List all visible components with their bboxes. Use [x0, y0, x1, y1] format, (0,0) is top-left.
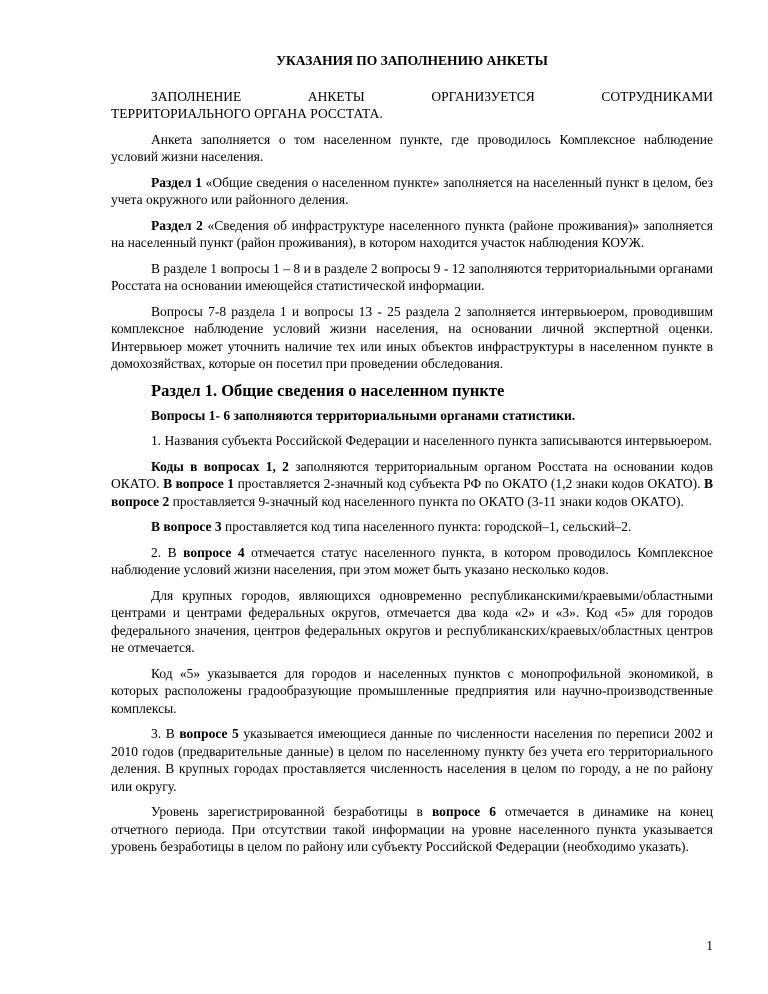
section2-desc-text: «Сведения об инфраструктуре населенного пункта (районе проживания)» заполняется на населенный пункт (район проживания), в котором находится участок наблюдения КОУЖ. — [111, 217, 713, 250]
codes-text-2: проставляется 2-значный код субъекта РФ по ОКАТО (1,2 знаки кодов ОКАТО). — [234, 476, 704, 491]
question-4-text: отмечается статус населенного пункта, в котором проводилось Комплексное наблюдение условий жизни населения, при этом может быть указано несколько кодов. — [111, 544, 713, 577]
document-title: УКАЗАНИЯ ПО ЗАПОЛНЕНИЮ АНКЕТЫ — [276, 53, 548, 68]
paragraph-codes — [111, 458, 713, 511]
page-number: 1 — [706, 938, 713, 953]
paragraph-question-3 — [111, 518, 713, 536]
codes-text-3: проставляется 9-значный код населенного пункта по ОКАТО (3-11 знаки кодов ОКАТО). — [169, 493, 684, 509]
paragraph-organization-line1: ЗАПОЛНЕНИЕ АНКЕТЫ ОРГАНИЗУЕТСЯ СОТРУДНИКАМИ — [151, 88, 713, 104]
section1-heading: Раздел 1. Общие сведения о населенном пункте — [151, 380, 505, 400]
question-6-prefix: Уровень зарегистрированной безработицы в — [151, 804, 432, 819]
paragraph-question-6 — [111, 803, 713, 856]
paragraph-organization-line2: ТЕРРИТОРИАЛЬНОГО ОРГАНА РОССТАТА. — [111, 106, 383, 121]
paragraph-question-5 — [111, 725, 713, 795]
question-6-label: вопросе 6 — [431, 804, 496, 819]
paragraph-section2-desc — [111, 217, 713, 252]
question-4-label: вопросе 4 — [183, 544, 245, 560]
section2-label: Раздел 2 — [151, 217, 203, 233]
document-page — [111, 52, 713, 864]
paragraph-questions-1-6 — [111, 407, 713, 425]
paragraph-questions-interviewer: Вопросы 7-8 раздела 1 и вопросы 13 - 25 раздела 2 заполняется интервьюером, проводившим комплексное наблюдение условий жизни населения, на основании личной экспертной оценки. Интервьюер может уточнить наличие тех или иных объектов инфраструктуры в населенном пункте в домохозяйствах, которые он посетил при проведении обследования. — [111, 303, 713, 371]
codes-text-1: заполняются территориальным органом Росстата на основании кодов ОКАТО. — [111, 458, 713, 491]
paragraph-names: 1. Названия субъекта Российской Федерации и населенного пункта записываются интервьюером. — [151, 433, 713, 448]
question-2-label: В вопросе 2 — [111, 476, 714, 509]
section1-label: Раздел 1 — [151, 174, 202, 190]
questions-1-6-text: Вопросы 1- 6 заполняются территориальными органами статистики. — [151, 407, 576, 423]
paragraph-section1-desc — [111, 174, 713, 209]
paragraph-code-5: Код «5» указывается для городов и населенных пунктов с монопрофильной экономикой, в которых расположены градообразующие промышленные предприятия или научно-производственные комплексы. — [111, 665, 713, 716]
paragraph-anketa: Анкета заполняется о том населенном пункте, где проводилось Комплексное наблюдение условий жизни населения. — [111, 131, 713, 164]
question-5-label: вопросе 5 — [179, 726, 239, 741]
question-3-text: проставляется код типа населенного пункта: городской–1, сельский–2. — [221, 519, 632, 534]
paragraph-question-4 — [111, 544, 713, 579]
paragraph-large-cities: Для крупных городов, являющихся одновременно республиканскими/краевыми/областными центрами и центрами федеральных округов, отмечается два кода «2» и «3». Код «5» для городов федерального значения, центров федеральных округов и республиканских/краевых/областных центров не отмечается. — [111, 587, 713, 655]
question-5-text: указывается имеющиеся данные по численности населения по переписи 2002 и 2010 годов (предварительные данные) в целом по населенному пункту без учета его территориального деления. В крупных городах проставляется численность населения в целом по городу, а не по району или округу. — [111, 726, 713, 794]
question-3-label: В вопросе 3 — [151, 519, 222, 534]
paragraph-questions-rosstat: В разделе 1 вопросы 1 – 8 и в разделе 2 вопросы 9 - 12 заполняются территориальными органами Росстата на основании имеющейся статистической информации. — [111, 260, 713, 293]
question-5-prefix: 3. В — [151, 726, 180, 741]
question-1-label: В вопросе 1 — [163, 476, 235, 491]
section1-desc-text: «Общие сведения о населенном пункте» заполняется на населенный пункт в целом, без учета окружного или районного деления. — [111, 174, 713, 207]
question-4-prefix: 2. В — [151, 544, 184, 560]
question-6-text: отмечается в динамике на конец отчетного периода. При отсутствии такой информации на уровне населенного пункта указывается уровень безработицы в целом по району или субъекту Российской Федерации (необходимо указать). — [111, 804, 713, 854]
codes-label: Коды в вопросах 1, 2 — [151, 458, 289, 474]
